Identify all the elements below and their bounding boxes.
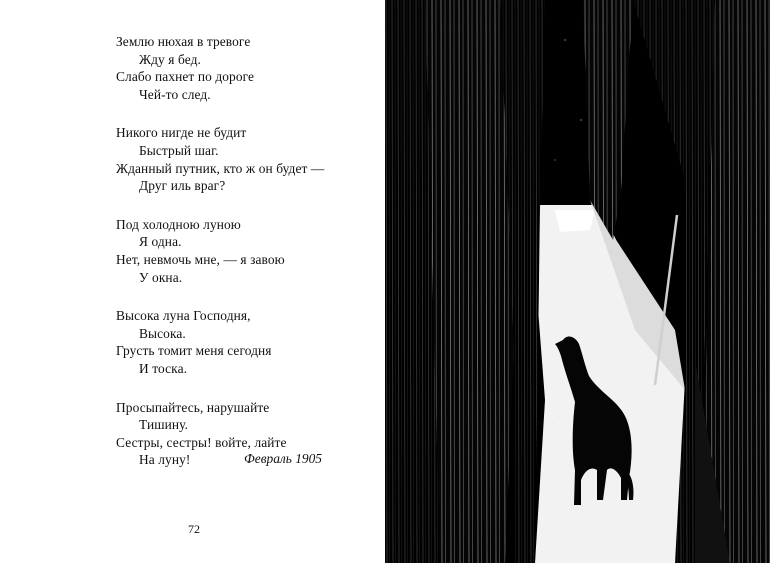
- poem-date: Февраль 1905: [244, 451, 322, 466]
- poem-line: Сестры, сестры! войте, лайте: [116, 434, 287, 450]
- poem-line: Слабо пахнет по дороге: [116, 69, 255, 85]
- poem-line: Нет, невмочь мне, — я завою: [116, 251, 285, 267]
- poem-line: Высока луна Господня,: [116, 308, 251, 324]
- poem-stanza: [116, 216, 376, 286]
- poem-line: Жду я бед.: [139, 51, 201, 67]
- poem-line: И тоска.: [139, 360, 188, 376]
- poem-line: У окна.: [139, 269, 183, 285]
- poem-line: На луну!: [139, 452, 191, 468]
- poem-line: Друг иль враг?: [139, 178, 226, 194]
- poem-stanza: [116, 307, 376, 377]
- poem-stanza: [116, 124, 376, 194]
- poem-line: Просыпайтесь, нарушайте: [116, 399, 270, 415]
- poem-line: Быстрый шаг.: [139, 142, 219, 158]
- page-number: 72: [188, 522, 200, 536]
- forest-scene: [385, 0, 770, 563]
- poem-line: Жданный путник, кто ж он будет —: [116, 160, 325, 176]
- poem-line: Чей-то след.: [139, 86, 211, 102]
- wolf-illustration: [385, 0, 770, 563]
- poem-line: Тишину.: [139, 417, 189, 433]
- poem-line: Грусть томит меня сегодня: [116, 343, 272, 359]
- poem-line: Высока.: [139, 325, 186, 341]
- poem-line: Никого нигде не будит: [116, 125, 247, 141]
- poem-line: Землю нюхая в тревоге: [116, 34, 251, 49]
- poem-line: Под холодною луною: [116, 216, 241, 232]
- poem-stanza: [116, 33, 376, 103]
- poem-line: Я одна.: [139, 234, 182, 250]
- poem: [116, 33, 376, 490]
